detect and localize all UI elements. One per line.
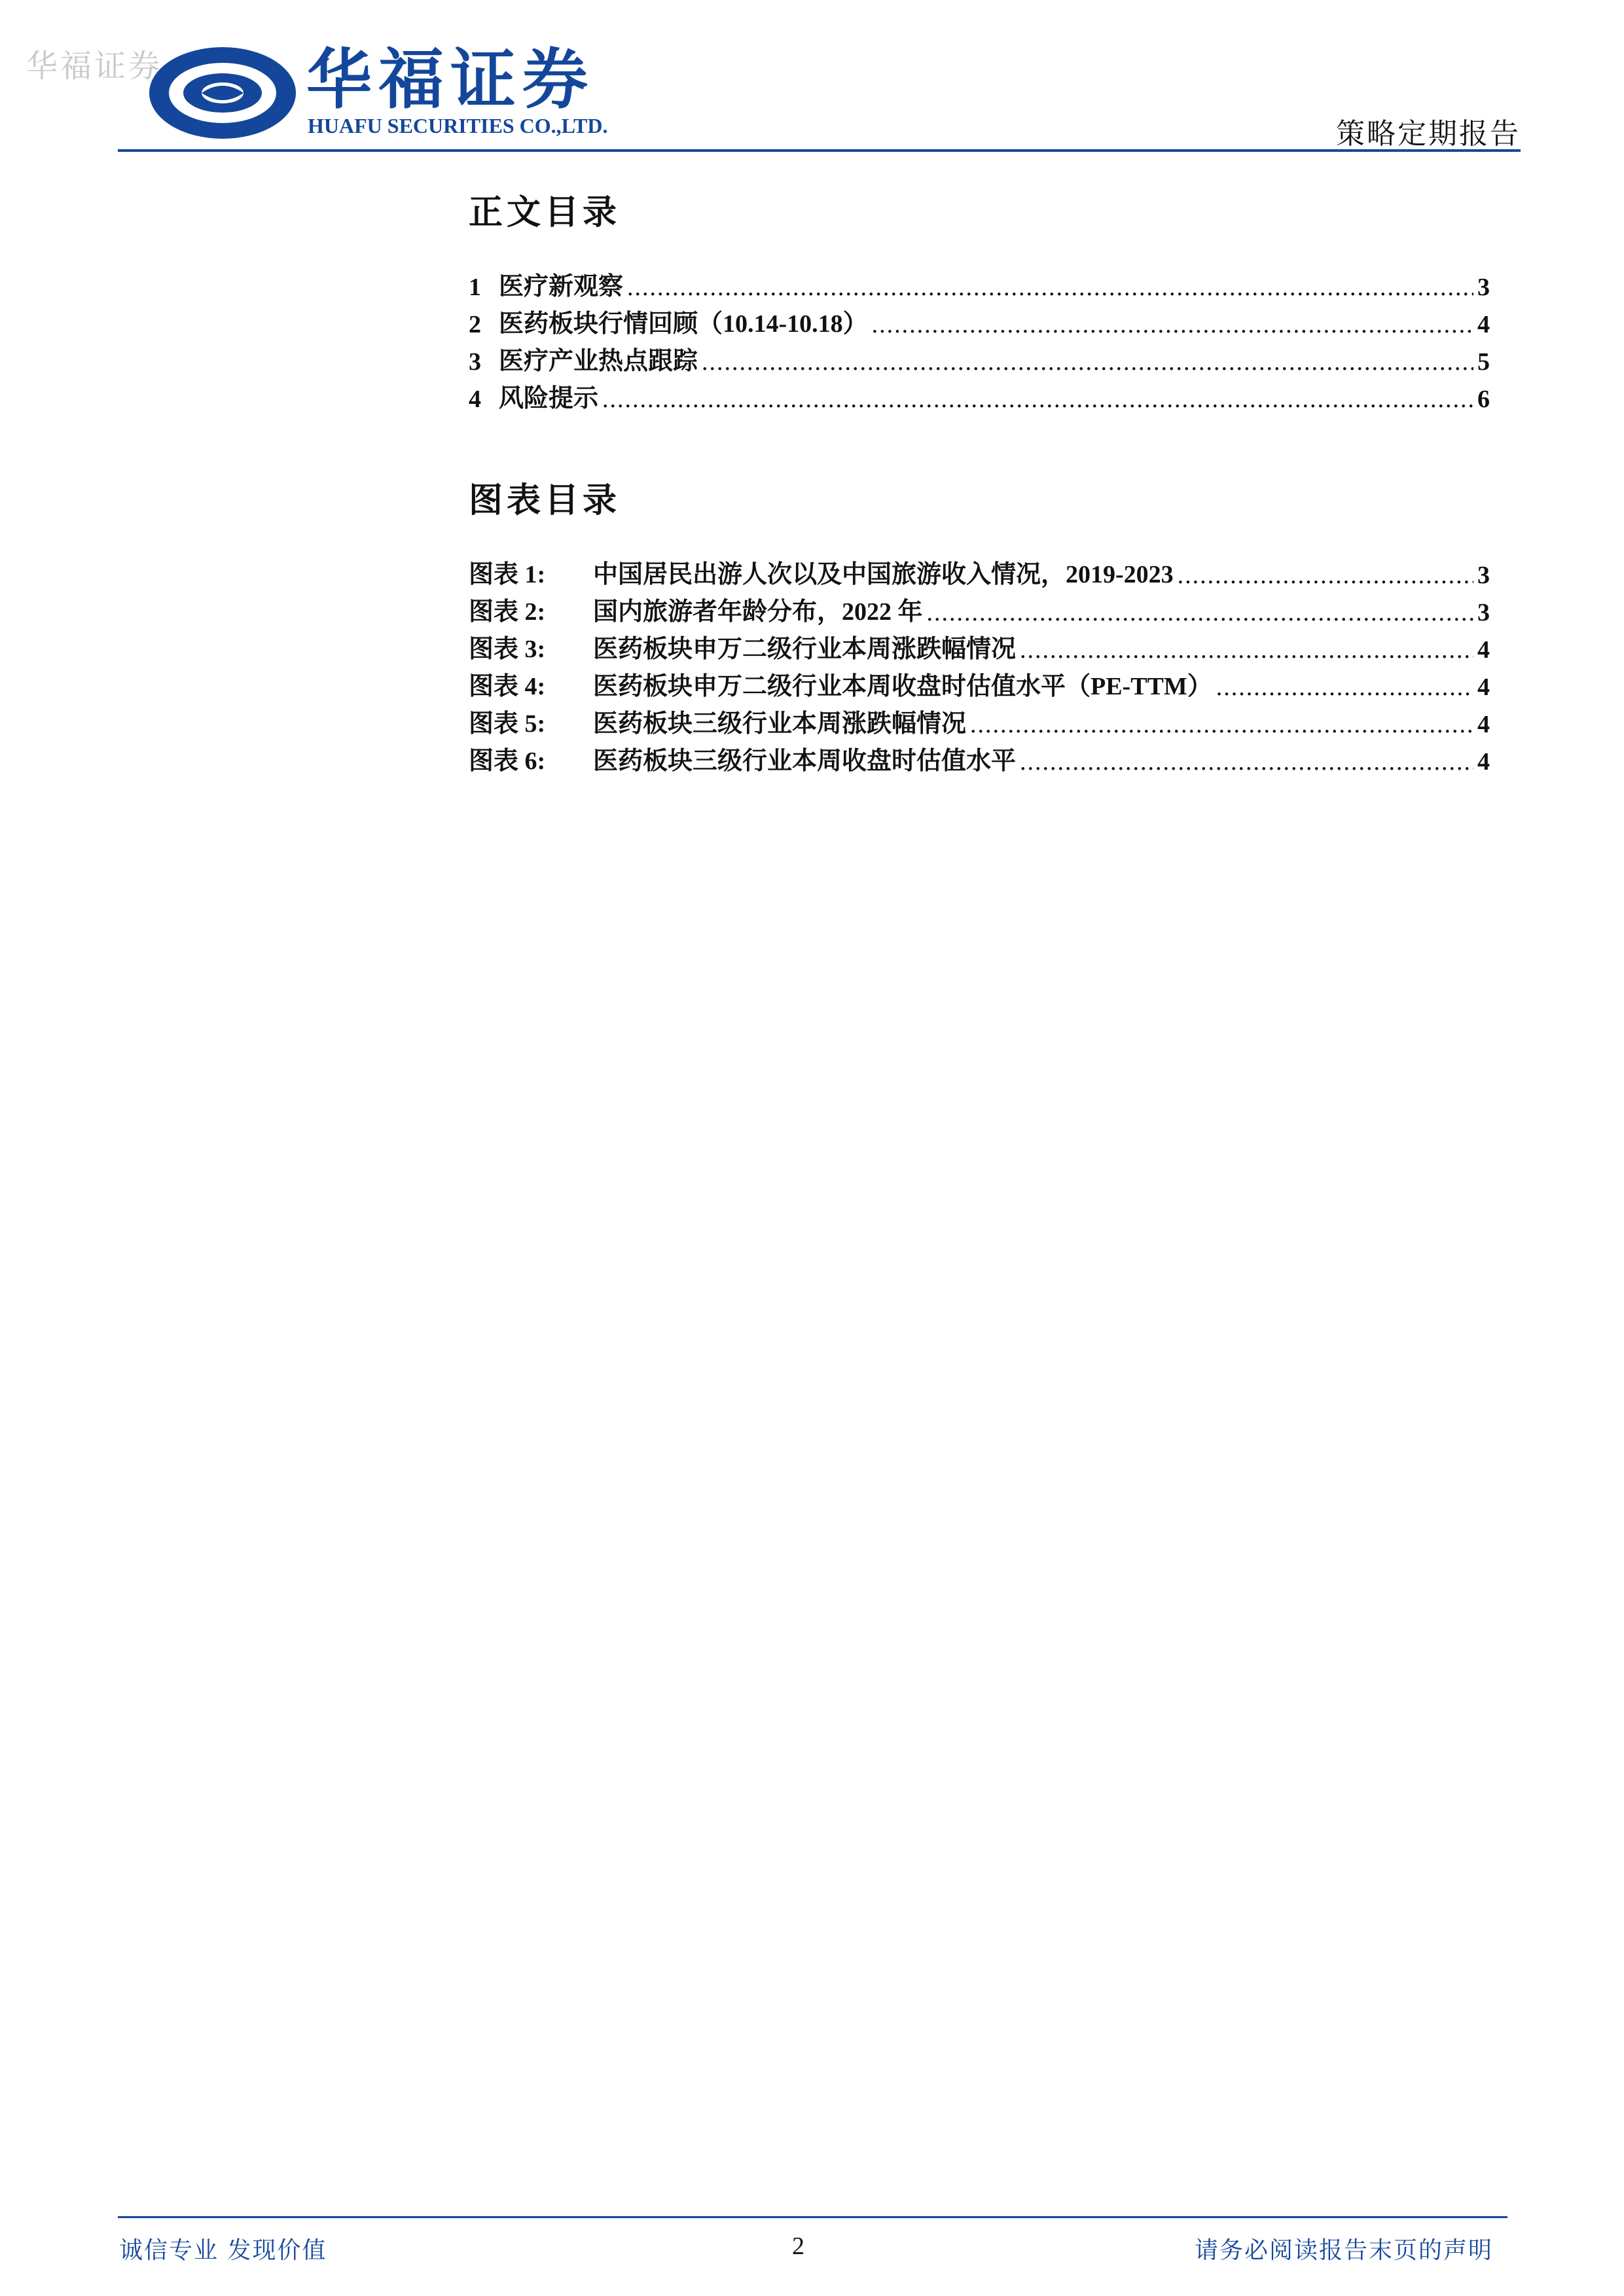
figure-entry-page: 3 xyxy=(1477,562,1490,589)
figure-entry-title: 国内旅游者年龄分布，2022 年 xyxy=(593,598,923,626)
figure-entry-label: 图表 4: xyxy=(469,673,546,700)
footer-slogan: 诚信专业 发现价值 xyxy=(119,2237,327,2264)
figure-entry-label: 图表 2: xyxy=(469,598,546,626)
figure-entry-title: 中国居民出游人次以及中国旅游收入情况，2019-2023 xyxy=(593,561,1174,588)
figure-leader-dots xyxy=(1178,561,1473,590)
figure-entry-label: 图表 5: xyxy=(469,710,546,738)
toc-entry-title: 医药板块行情回顾（10.14-10.18） xyxy=(499,310,868,338)
figure-entry[interactable] xyxy=(469,627,1490,664)
figure-entry-page: 4 xyxy=(1477,636,1490,664)
figure-entry[interactable] xyxy=(469,590,1490,627)
figure-entry-title: 医药板块申万二级行业本周收盘时估值水平（PE-TTM） xyxy=(593,673,1212,700)
figure-leader-dots xyxy=(1020,747,1473,776)
figure-entry[interactable] xyxy=(469,702,1490,739)
toc-entry-page: 4 xyxy=(1477,311,1490,338)
toc-entry-title: 医疗产业热点跟踪 xyxy=(499,348,698,375)
toc-entry-title: 医疗新观察 xyxy=(499,273,624,300)
brand-name-en: HUAFU SECURITIES CO.,LTD. xyxy=(308,114,608,137)
toc-entry[interactable] xyxy=(469,264,1490,302)
figures-list xyxy=(469,552,1490,776)
toc-entry-number: 1 xyxy=(469,274,481,301)
watermark-text: 华福证券 xyxy=(26,48,163,84)
toc-entry-page: 3 xyxy=(1477,274,1490,301)
figure-entry[interactable] xyxy=(469,664,1490,702)
figure-entry-page: 4 xyxy=(1477,748,1490,776)
toc-entry-number: 2 xyxy=(469,311,481,338)
toc-entry-page: 6 xyxy=(1477,386,1490,413)
toc-leader-dots xyxy=(627,273,1473,302)
figure-entry-page: 4 xyxy=(1477,673,1490,701)
figures-title: 图表目录 xyxy=(469,480,621,520)
toc-entry[interactable] xyxy=(469,302,1490,339)
toc-entry-number: 4 xyxy=(469,386,481,413)
figure-entry-page: 4 xyxy=(1477,711,1490,738)
toc-entry-page: 5 xyxy=(1477,348,1490,376)
toc-list xyxy=(469,264,1490,414)
report-type-label: 策略定期报告 xyxy=(1336,117,1521,151)
footer-divider xyxy=(118,2216,1507,2218)
figure-entry-title: 医药板块三级行业本周涨跌幅情况 xyxy=(593,710,967,738)
figure-entry-title: 医药板块申万二级行业本周涨跌幅情况 xyxy=(593,636,1017,663)
page-number: 2 xyxy=(792,2233,804,2260)
toc-entry-number: 3 xyxy=(469,348,481,376)
figure-entry-page: 3 xyxy=(1477,599,1490,626)
toc-entry-title: 风险提示 xyxy=(499,385,599,412)
toc-leader-dots xyxy=(702,348,1473,376)
figure-entry-label: 图表 6: xyxy=(469,747,546,775)
figure-entry-label: 图表 1: xyxy=(469,561,546,588)
footer-disclaimer: 请务必阅读报告末页的声明 xyxy=(1194,2237,1493,2264)
figure-entry-label: 图表 3: xyxy=(469,636,546,663)
toc-entry[interactable] xyxy=(469,376,1490,414)
figure-leader-dots xyxy=(1216,673,1473,702)
figure-entry[interactable] xyxy=(469,739,1490,776)
toc-leader-dots xyxy=(872,310,1473,339)
toc-title: 正文目录 xyxy=(469,192,621,232)
logo-emblem-icon xyxy=(144,41,301,145)
toc-entry[interactable] xyxy=(469,339,1490,376)
figure-leader-dots xyxy=(970,710,1473,739)
figure-entry-title: 医药板块三级行业本周收盘时估值水平 xyxy=(593,747,1017,775)
brand-name-cn: 华福证券 xyxy=(306,41,594,118)
figure-entry[interactable] xyxy=(469,552,1490,590)
header-divider xyxy=(118,149,1521,152)
toc-leader-dots xyxy=(602,385,1473,414)
company-logo xyxy=(144,41,608,145)
figure-leader-dots xyxy=(927,598,1473,627)
figure-leader-dots xyxy=(1020,636,1473,664)
